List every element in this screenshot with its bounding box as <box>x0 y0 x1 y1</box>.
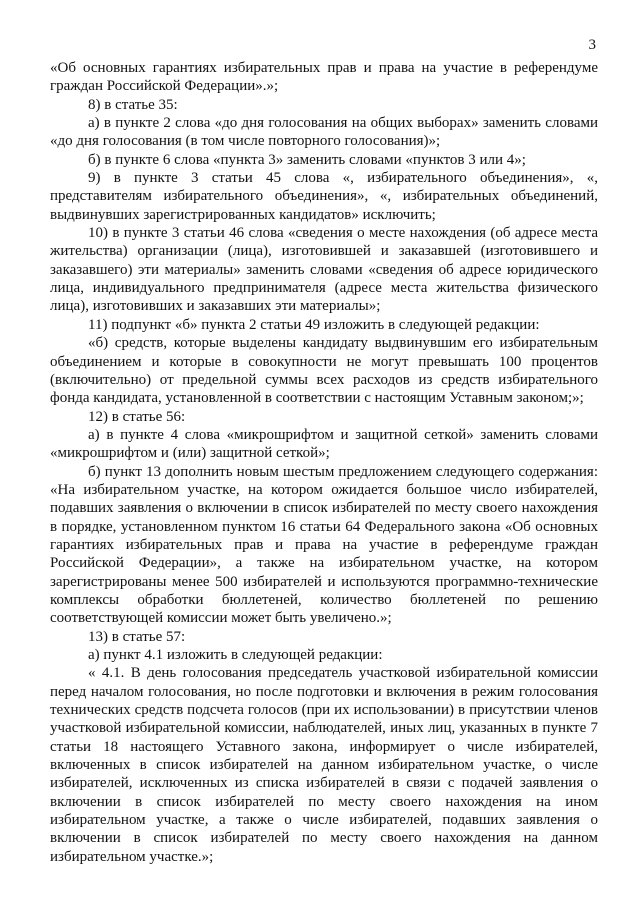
paragraph-item-9: 9) в пункте 3 статьи 45 слова «, избирательного объединения», «, представителям избирательного объединения», «, избирательных объединений, выдвинувших зарегистрированных кандидатов» исключить; <box>50 170 598 223</box>
paragraph-item-8a: а) в пункте 2 слова «до дня голосования на общих выборах» заменить словами «до дня голосования (в том числе повторного голосования)»; <box>50 115 598 150</box>
paragraph-item-13a: а) пункт 4.1 изложить в следующей редакции: <box>88 647 383 663</box>
paragraph-item-12b: б) пункт 13 дополнить новым шестым предложением следующего содержания: «На избирательном участке, на котором ожидается большое число избирателей, подавших заявления о включении в список избирателей по месту своего нахождения в порядке, установленном пунктом 16 статьи 64 Федерального закона «Об основных гарантиях избирательных прав и права на участие в референдуме граждан Российской Федерации», а также на избирательном участке, на котором зарегистрированы менее 500 избирателей и используются программно-технические комплексы обработки бюллетеней, количество бюллетеней по решению соответствующей комиссии может быть увеличено.»; <box>50 463 598 627</box>
paragraph-item-11-text: «б) средств, которые выделены кандидату выдвинувшим его избирательным объединением и которые в совокупности не могут превышать 100 процентов (включительно) от предельной суммы всех расходов из средств избирательного фонда кандидата, установленной в соответствии с настоящим Уставным законом;»; <box>50 335 598 407</box>
page-number: 3 <box>588 37 596 53</box>
paragraph-law-title-continuation: «Об основных гарантиях избирательных прав и права на участие в референдуме граждан Российской Федерации».»; <box>50 60 598 95</box>
paragraph-item-13a-text: « 4.1. В день голосования председатель участковой избирательной комиссии перед началом голосования, но после подготовки и включения в режим голосования технических средств подсчета голосов (при их использовании) в присутствии членов участковой избирательной комиссии, наблюдателей, иных лиц, указанных в пункте 7 статьи 18 настоящего Уставного закона, информирует о числе избирателей, включенных в список избирателей на данном избирательном участке, о числе избирателей, исключенных из списка избирателей в связи с подачей заявления о включении в список избирателей по месту своего нахождения на ином избирательном участке, а также о числе избирателей, подавших заявления о включении в список избирателей по месту своего нахождения на данном избирательном участке.»; <box>50 665 598 865</box>
paragraph-item-8b: б) в пункте 6 слова «пункта 3» заменить словами «пунктов 3 или 4»; <box>88 151 526 168</box>
paragraph-item-12a: а) в пункте 4 слова «микрошрифтом и защитной сеткой» заменить словами «микрошрифтом и (или) защитной сеткой»; <box>50 426 598 462</box>
paragraph-item-13: 13) в статье 57: <box>88 628 186 645</box>
paragraph-item-12: 12) в статье 56: <box>88 408 186 425</box>
paragraph-item-8: 8) в статье 35: <box>88 96 178 113</box>
paragraph-item-10: 10) в пункте 3 статьи 46 слова «сведения о месте нахождения (об адресе места жительства) организации (лица), изготовившей и заказавшей (изготовившего и заказавшего) эти материалы» заменить словами «сведения об адресе юридического лица, индивидуального предпринимателя (адресе места жительства физического лица), изготовивших и заказавших эти материалы»; <box>50 225 598 315</box>
document-body <box>50 59 598 866</box>
paragraph-item-11: 11) подпункт «б» пункта 2 статьи 49 изложить в следующей редакции: <box>88 316 540 333</box>
